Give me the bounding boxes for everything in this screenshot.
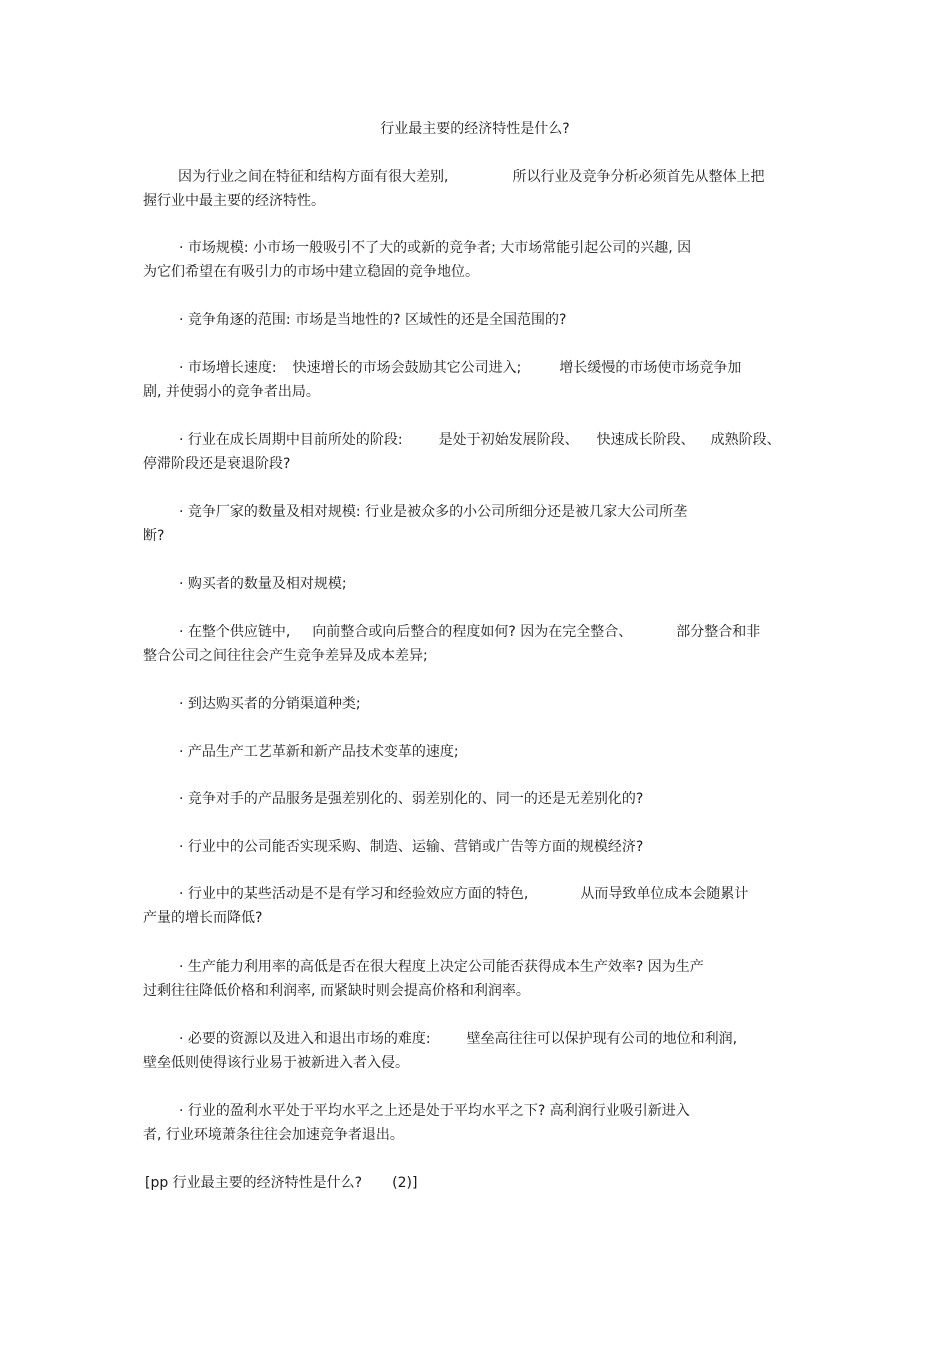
item-text: · 行业在成长周期中目前所处的阶段: bbox=[179, 432, 403, 448]
list-item bbox=[143, 1099, 823, 1147]
list-item bbox=[143, 428, 823, 476]
list-item bbox=[143, 787, 823, 811]
item-text: · 行业的盈利水平处于平均水平之上还是处于平均水平之下? 高利润行业吸引新进入 bbox=[179, 1103, 690, 1119]
intro-paragraph bbox=[143, 165, 823, 213]
list-item bbox=[143, 500, 823, 548]
item-text: · 必要的资源以及进入和退出市场的难度: bbox=[179, 1031, 431, 1047]
footer-reference bbox=[145, 1172, 417, 1194]
item-text: · 竞争厂家的数量及相对规模: 行业是被众多的小公司所细分还是被几家大公司所垄 bbox=[179, 504, 688, 520]
list-item bbox=[143, 882, 823, 930]
list-item bbox=[143, 955, 823, 1003]
list-item bbox=[143, 356, 823, 404]
item-text-cont: 停滞阶段还是衰退阶段? bbox=[143, 456, 291, 472]
list-item bbox=[143, 740, 823, 764]
item-text-b3: 成熟阶段、 bbox=[710, 432, 781, 448]
item-text-b2: 增长缓慢的市场使市场竞争加 bbox=[559, 360, 742, 376]
item-text: · 产品生产工艺革新和新产品技术变革的速度; bbox=[179, 744, 459, 760]
item-text: · 竞争对手的产品服务是强差别化的、弱差别化的、同一的还是无差别化的? bbox=[179, 791, 644, 807]
list-item bbox=[143, 835, 823, 859]
list-item bbox=[143, 308, 823, 332]
list-item bbox=[143, 236, 823, 284]
intro-line-1a: 因为行业之间在特征和结构方面有很大差别, bbox=[178, 169, 449, 185]
item-text-cont: 整合公司之间往往会产生竞争差异及成本差异; bbox=[143, 648, 428, 664]
item-text-b: 从而导致单位成本会随累计 bbox=[580, 886, 749, 902]
footer-text: [pp 行业最主要的经济特性是什么? bbox=[145, 1175, 363, 1191]
list-item bbox=[143, 692, 823, 716]
item-text: · 到达购买者的分销渠道种类; bbox=[179, 696, 361, 712]
item-text-b2: 部分整合和非 bbox=[676, 624, 761, 640]
item-text-cont: 为它们希望在有吸引力的市场中建立稳固的竞争地位。 bbox=[143, 264, 479, 280]
item-text: · 市场增长速度: bbox=[179, 360, 277, 376]
page-title: 行业最主要的经济特性是什么? bbox=[380, 121, 570, 137]
item-text: · 行业中的公司能否实现采购、制造、运输、营销或广告等方面的规模经济? bbox=[179, 839, 644, 855]
item-text: · 购买者的数量及相对规模; bbox=[179, 576, 347, 592]
item-text-cont: 壁垒低则使得该行业易于被新进入者入侵。 bbox=[143, 1055, 409, 1071]
item-text: · 市场规模: 小市场一般吸引不了大的或新的竞争者; 大市场常能引起公司的兴趣, 因 bbox=[179, 240, 692, 256]
item-text-cont: 断? bbox=[143, 528, 165, 544]
item-text-b: 壁垒高往往可以保护现有公司的地位和利润, bbox=[466, 1031, 738, 1047]
item-text: · 行业中的某些活动是不是有学习和经验效应方面的特色, bbox=[179, 886, 529, 902]
footer-page-number: (2)] bbox=[392, 1175, 418, 1191]
item-text-b: 向前整合或向后整合的程度如何? 因为在完全整合、 bbox=[312, 624, 633, 640]
item-text: · 竞争角逐的范围: 市场是当地性的? 区域性的还是全国范围的? bbox=[179, 312, 567, 328]
list-item bbox=[143, 572, 823, 596]
item-text: · 生产能力利用率的高低是否在很大程度上决定公司能否获得成本生产效率? 因为生产 bbox=[179, 959, 704, 975]
item-text-b2: 快速成长阶段、 bbox=[596, 432, 695, 448]
intro-line-1b: 所以行业及竞争分析必须首先从整体上把 bbox=[512, 169, 765, 185]
item-text: · 在整个供应链中, bbox=[179, 624, 291, 640]
item-text-cont: 剧, 并使弱小的竞争者出局。 bbox=[143, 384, 320, 400]
intro-line-2: 握行业中最主要的经济特性。 bbox=[143, 193, 325, 209]
list-item bbox=[143, 1027, 823, 1075]
list-item bbox=[143, 620, 823, 668]
item-text-cont: 者, 行业环境萧条往往会加速竞争者退出。 bbox=[143, 1127, 404, 1143]
item-text-cont: 过剩往往降低价格和利润率, 而紧缺时则会提高价格和利润率。 bbox=[143, 983, 530, 999]
item-text-b: 是处于初始发展阶段、 bbox=[438, 432, 579, 448]
item-text-b: 快速增长的市场会鼓励其它公司进入; bbox=[292, 360, 522, 376]
item-text-cont: 产量的增长而降低? bbox=[143, 910, 263, 926]
